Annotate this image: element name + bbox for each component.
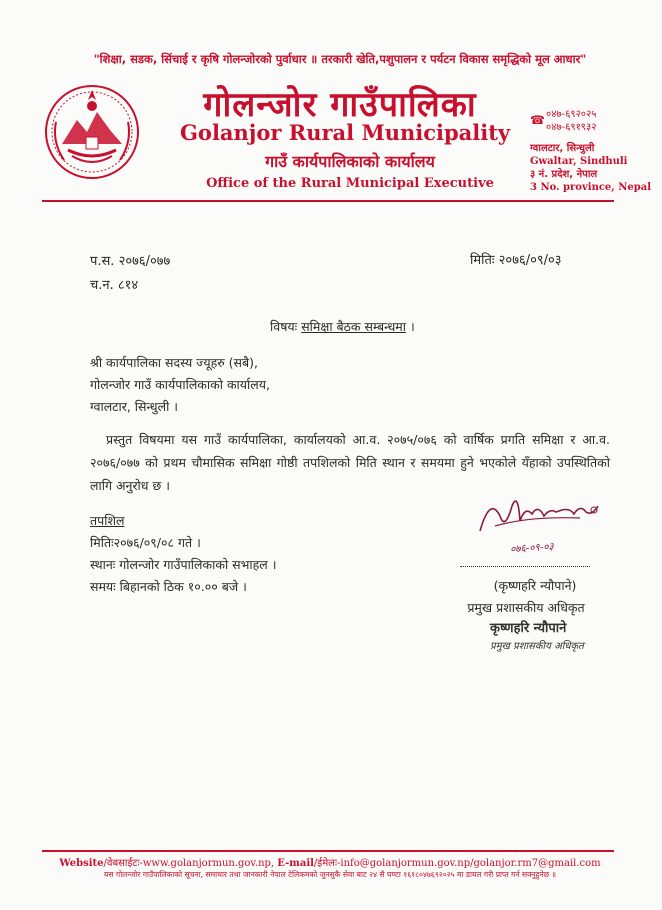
stamp-designation: प्रमुख प्रशासकीय अधिकृत — [490, 641, 584, 652]
reference-block — [90, 250, 170, 298]
phone-number-2: ०४७-६९१९३२ — [546, 122, 597, 133]
website-label-nepali: /वेबसाईटः- — [103, 858, 143, 869]
handwritten-date: ०७६-०९-०३ — [509, 541, 555, 556]
phone-block — [530, 108, 596, 134]
signer-designation: प्रमुख प्रशासकीय अधिकृत — [467, 600, 585, 615]
telephone-icon: ☎ — [530, 113, 545, 127]
schedule-date: मितिः२०७६/०९/०८ गते । — [90, 535, 201, 550]
schedule-heading: तपशिल — [90, 513, 125, 528]
subject-label: विषयः — [270, 319, 298, 334]
footer-divider — [42, 850, 614, 852]
schedule-time: समयः बिहानको ठिक १०.०० बजे । — [90, 579, 247, 594]
footer-notice: यस गोलन्जोर गाउँपालिकाको सूचना, समाचार तथा जानकारी नेपाल टेलिकमको जुनसुकै सेवा बाट २४ सै घण्टा १६१८०४७६९२०२५ मा डायल गरी प्राप्त गर्न सक्नुहुनेछ ॥ — [103, 870, 557, 879]
addressee-line-3: ग्वालटार, सिन्धुली । — [90, 399, 179, 414]
addressee-block — [90, 352, 270, 418]
letterhead-motto: "शिक्षा, सडक, सिंचाई र कृषि गोलन्जोरको पुर्वाधार ॥ तरकारी खेति,पशुपालन र पर्यटन विकास समृद्धिको मूल आधार" — [93, 52, 587, 66]
signature-line — [460, 566, 590, 567]
subject-line — [270, 318, 415, 335]
website-link[interactable]: www.golanjormun.gov.np, — [142, 858, 275, 869]
addressee-line-1: श्री कार्यपालिका सदस्य ज्यूहरु (सबै), — [90, 355, 258, 370]
email-label-nepali: /ईमेलः- — [313, 858, 341, 869]
signer-block — [467, 575, 600, 619]
email-label: E-mail — [277, 858, 314, 869]
office-name-english: Office of the Rural Municipal Executive — [206, 176, 494, 191]
municipality-name-nepali: गोलन्जोर गाउँपालिका — [203, 85, 477, 125]
province-english: 3 No. province, Nepal — [530, 182, 652, 193]
province-nepali: ३ नं. प्रदेश, नेपाल — [530, 169, 598, 180]
address-block — [530, 142, 651, 194]
office-name-nepali: गाउँ कार्यपालिकाको कार्यालय — [265, 152, 435, 171]
address-nepali: ग्वालटार, सिन्धुली — [530, 143, 595, 154]
municipality-name-english: Golanjor Rural Municipality — [180, 120, 511, 145]
address-english: Gwaltar, Sindhuli — [530, 156, 628, 167]
subject-text: समिक्षा बैठक सम्बन्धमा — [301, 319, 407, 334]
header-divider — [42, 200, 614, 202]
letter-body-text: प्रस्तुत विषयमा यस गाउँ कार्यपालिका, कार्यालयको आ.व. २०७५/०७६ को वार्षिक प्रगति समिक्षा र आ.व. २०७६/०७७ को प्रथम चौमासिक समिक्षा गोष्ठी तपशिलको मिति स्थान र समयमा हुने भएकोले यँहाको उपस्थितिको लागि अनुरोध छ । — [90, 432, 610, 493]
name-stamp — [490, 620, 584, 656]
signer-name: (कृष्णहरि न्यौपाने) — [493, 578, 577, 593]
municipality-emblem-icon — [42, 82, 142, 186]
phone-number-1: ०४७-६९२०२५ — [546, 109, 597, 120]
email-link[interactable]: info@golanjormun.gov.np/golanjor.rm7@gmail.com — [340, 858, 601, 869]
footer-contact — [40, 855, 620, 869]
schedule-place: स्थानः गोलन्जोर गाउँपालिकाको सभाहल । — [90, 557, 277, 572]
schedule-block — [90, 510, 276, 598]
stamp-name: कृष्णहरि न्यौपाने — [490, 621, 567, 636]
website-label: Website — [59, 858, 104, 869]
dispatch-number: च.न. ८१४ — [90, 278, 139, 293]
letter-date: मितिः २०७६/०९/०३ — [470, 253, 562, 268]
subject-end: । — [410, 319, 415, 334]
addressee-line-2: गोलन्जोर गाउँ कार्यपालिकाको कार्यालय, — [90, 377, 270, 392]
reference-number: प.स. २०७६/०७७ — [90, 254, 171, 269]
